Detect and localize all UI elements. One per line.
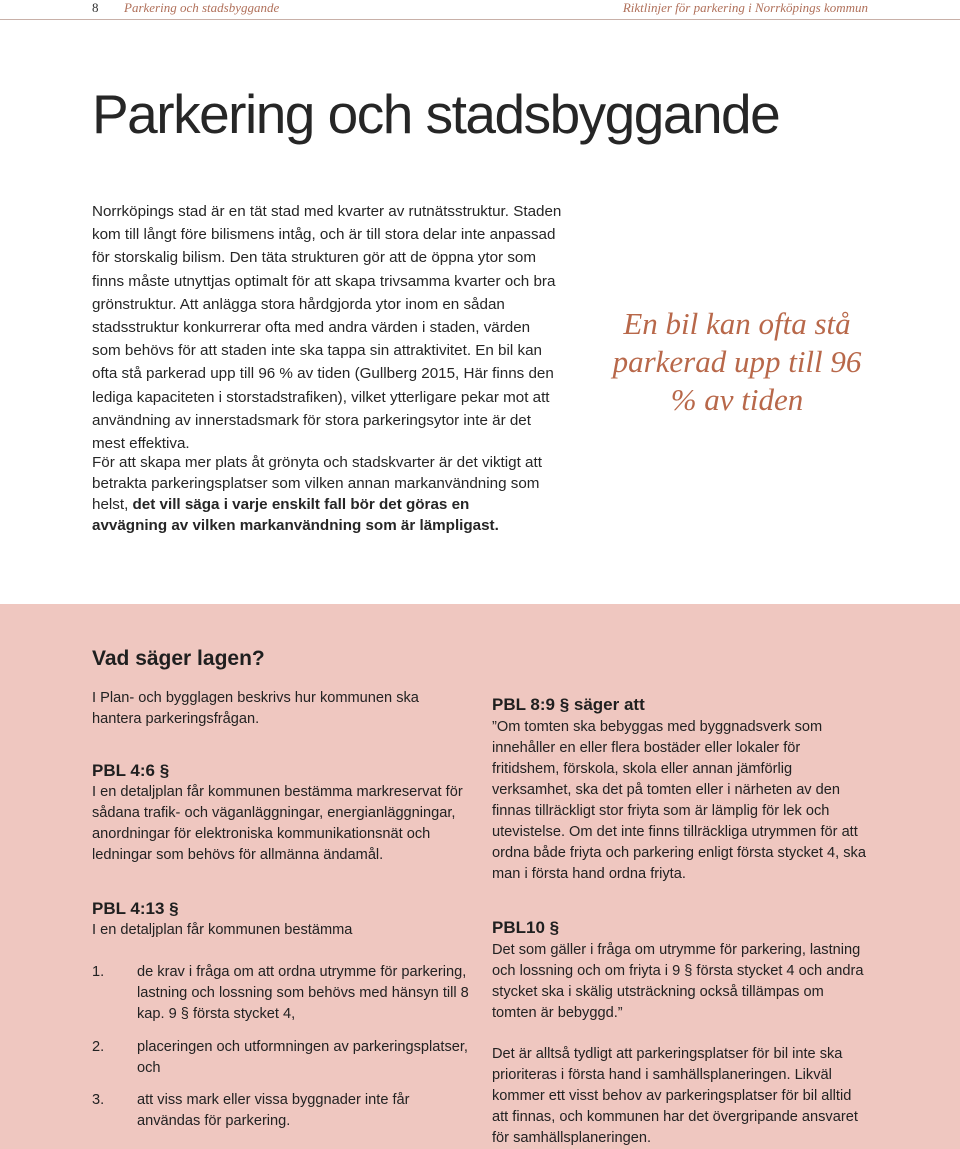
running-document-title: Riktlinjer för parkering i Norrköpings kommun <box>622 0 868 15</box>
pbl-10-heading: PBL10 § <box>492 918 560 937</box>
second-paragraph-text: För att skapa mer plats åt grönyta och stadskvarter är det viktigt att betrakta parkeringsplatser som vilken annan markanvändning som helst, <box>92 454 542 513</box>
pbl-4-13-text: I en detaljplan får kommunen bestämma <box>92 922 353 938</box>
page-title: Parkering och stadsbyggande <box>92 83 780 145</box>
pbl-8-9-text: ”Om tomten ska bebyggas med byggnadsverk som innehåller en eller flera bostäder eller lokaler för fritidshem, förskola, skola eller annan jämförlig verksamhet, ska det på tomten eller i närheten av den finnas tillräckligt stor friyta som är lämplig för lek och utevistelse. Om det inte finns tillräckliga utrymmen för att ordna både friyta och parkering enligt första stycket 4, ska man i första hand ordna friyta. <box>492 719 866 882</box>
list-item-number: 1. <box>92 964 105 980</box>
page-number: 8 <box>92 0 99 15</box>
list-item-number: 2. <box>92 1039 105 1055</box>
list-item-text: placeringen och utformningen av parkeringsplatser, och <box>137 1039 468 1076</box>
pbl-8-9-heading: PBL 8:9 § säger att <box>492 695 645 714</box>
second-paragraph-bold: det vill säga i varje enskilt fall bör det göras en avvägning av vilken markanvändning som är lämpligast. <box>92 496 499 534</box>
list-item-number: 3. <box>92 1092 105 1108</box>
pbl-10-text: Det som gäller i fråga om utrymme för parkering, lastning och lossning och om friyta i 9 § första stycket 4 och andra stycket ska i skälig utsträckning också tillämpas om tomten är bebyggd.” <box>492 942 864 1021</box>
intro-paragraph: Norrköpings stad är en tät stad med kvarter av rutnätsstruktur. Staden kom till långt före bilismens intåg, och är till stora delar inte anpassad för storskalig bilism. Den täta strukturen gör att de öppna ytor som finns måste utnyttjas optimalt för att skapa trivsamma kvarter och bra grönstruktur. Att anlägga stora hårdgjorda ytor inom en sådan stadsstruktur konkurrerar ofta med andra värden i staden, värden som behövs för att staden inte ska tappa sin attraktivitet. En bil kan ofta stå parkerad upp till 96 % av tiden (Gullberg 2015, Här finns den lediga kapaciteten i storstadstrafiken), vilket ytterligare pekar mot att användning av innerstadsmark för stora parkeringsytor inte är det mest effektiva. <box>92 203 562 453</box>
pull-quote: En bil kan ofta stå parkerad upp till 96 % av tiden <box>612 306 862 417</box>
law-infobox <box>0 604 960 1149</box>
conclusion-paragraph: Det är alltså tydligt att parkeringsplatser för bil inte ska prioriteras i första hand i samhällsplaneringen. Likväl kommer ett visst behov av parkeringsplatser för bil alltid att finnas, och kommunen har det övergripande ansvaret för samhällsplaneringen. <box>492 1046 858 1146</box>
page-header <box>0 0 960 20</box>
list-item-text: de krav i fråga om att ordna utrymme för parkering, lastning och lossning som behövs med hänsyn till 8 kap. 9 § första stycket 4, <box>137 964 469 1022</box>
pbl-4-6-text: I en detaljplan får kommunen bestämma markreservat för sådana trafik- och väganläggningar, energianläggningar, anordningar för elektroniska kommunikationsnät och ledningar som behövs för allmänna ändamål. <box>92 784 463 863</box>
list-item-text: att viss mark eller vissa byggnader inte får användas för parkering. <box>137 1092 410 1129</box>
header-rule <box>0 19 960 20</box>
running-section-title: Parkering och stadsbyggande <box>124 0 280 15</box>
pbl-4-6-heading: PBL 4:6 § <box>92 761 170 780</box>
pbl-4-13-heading: PBL 4:13 § <box>92 899 179 918</box>
infobox-intro: I Plan- och bygglagen beskrivs hur kommunen ska hantera parkeringsfrågan. <box>92 690 419 727</box>
second-paragraph <box>92 452 547 536</box>
infobox-heading: Vad säger lagen? <box>92 647 265 670</box>
